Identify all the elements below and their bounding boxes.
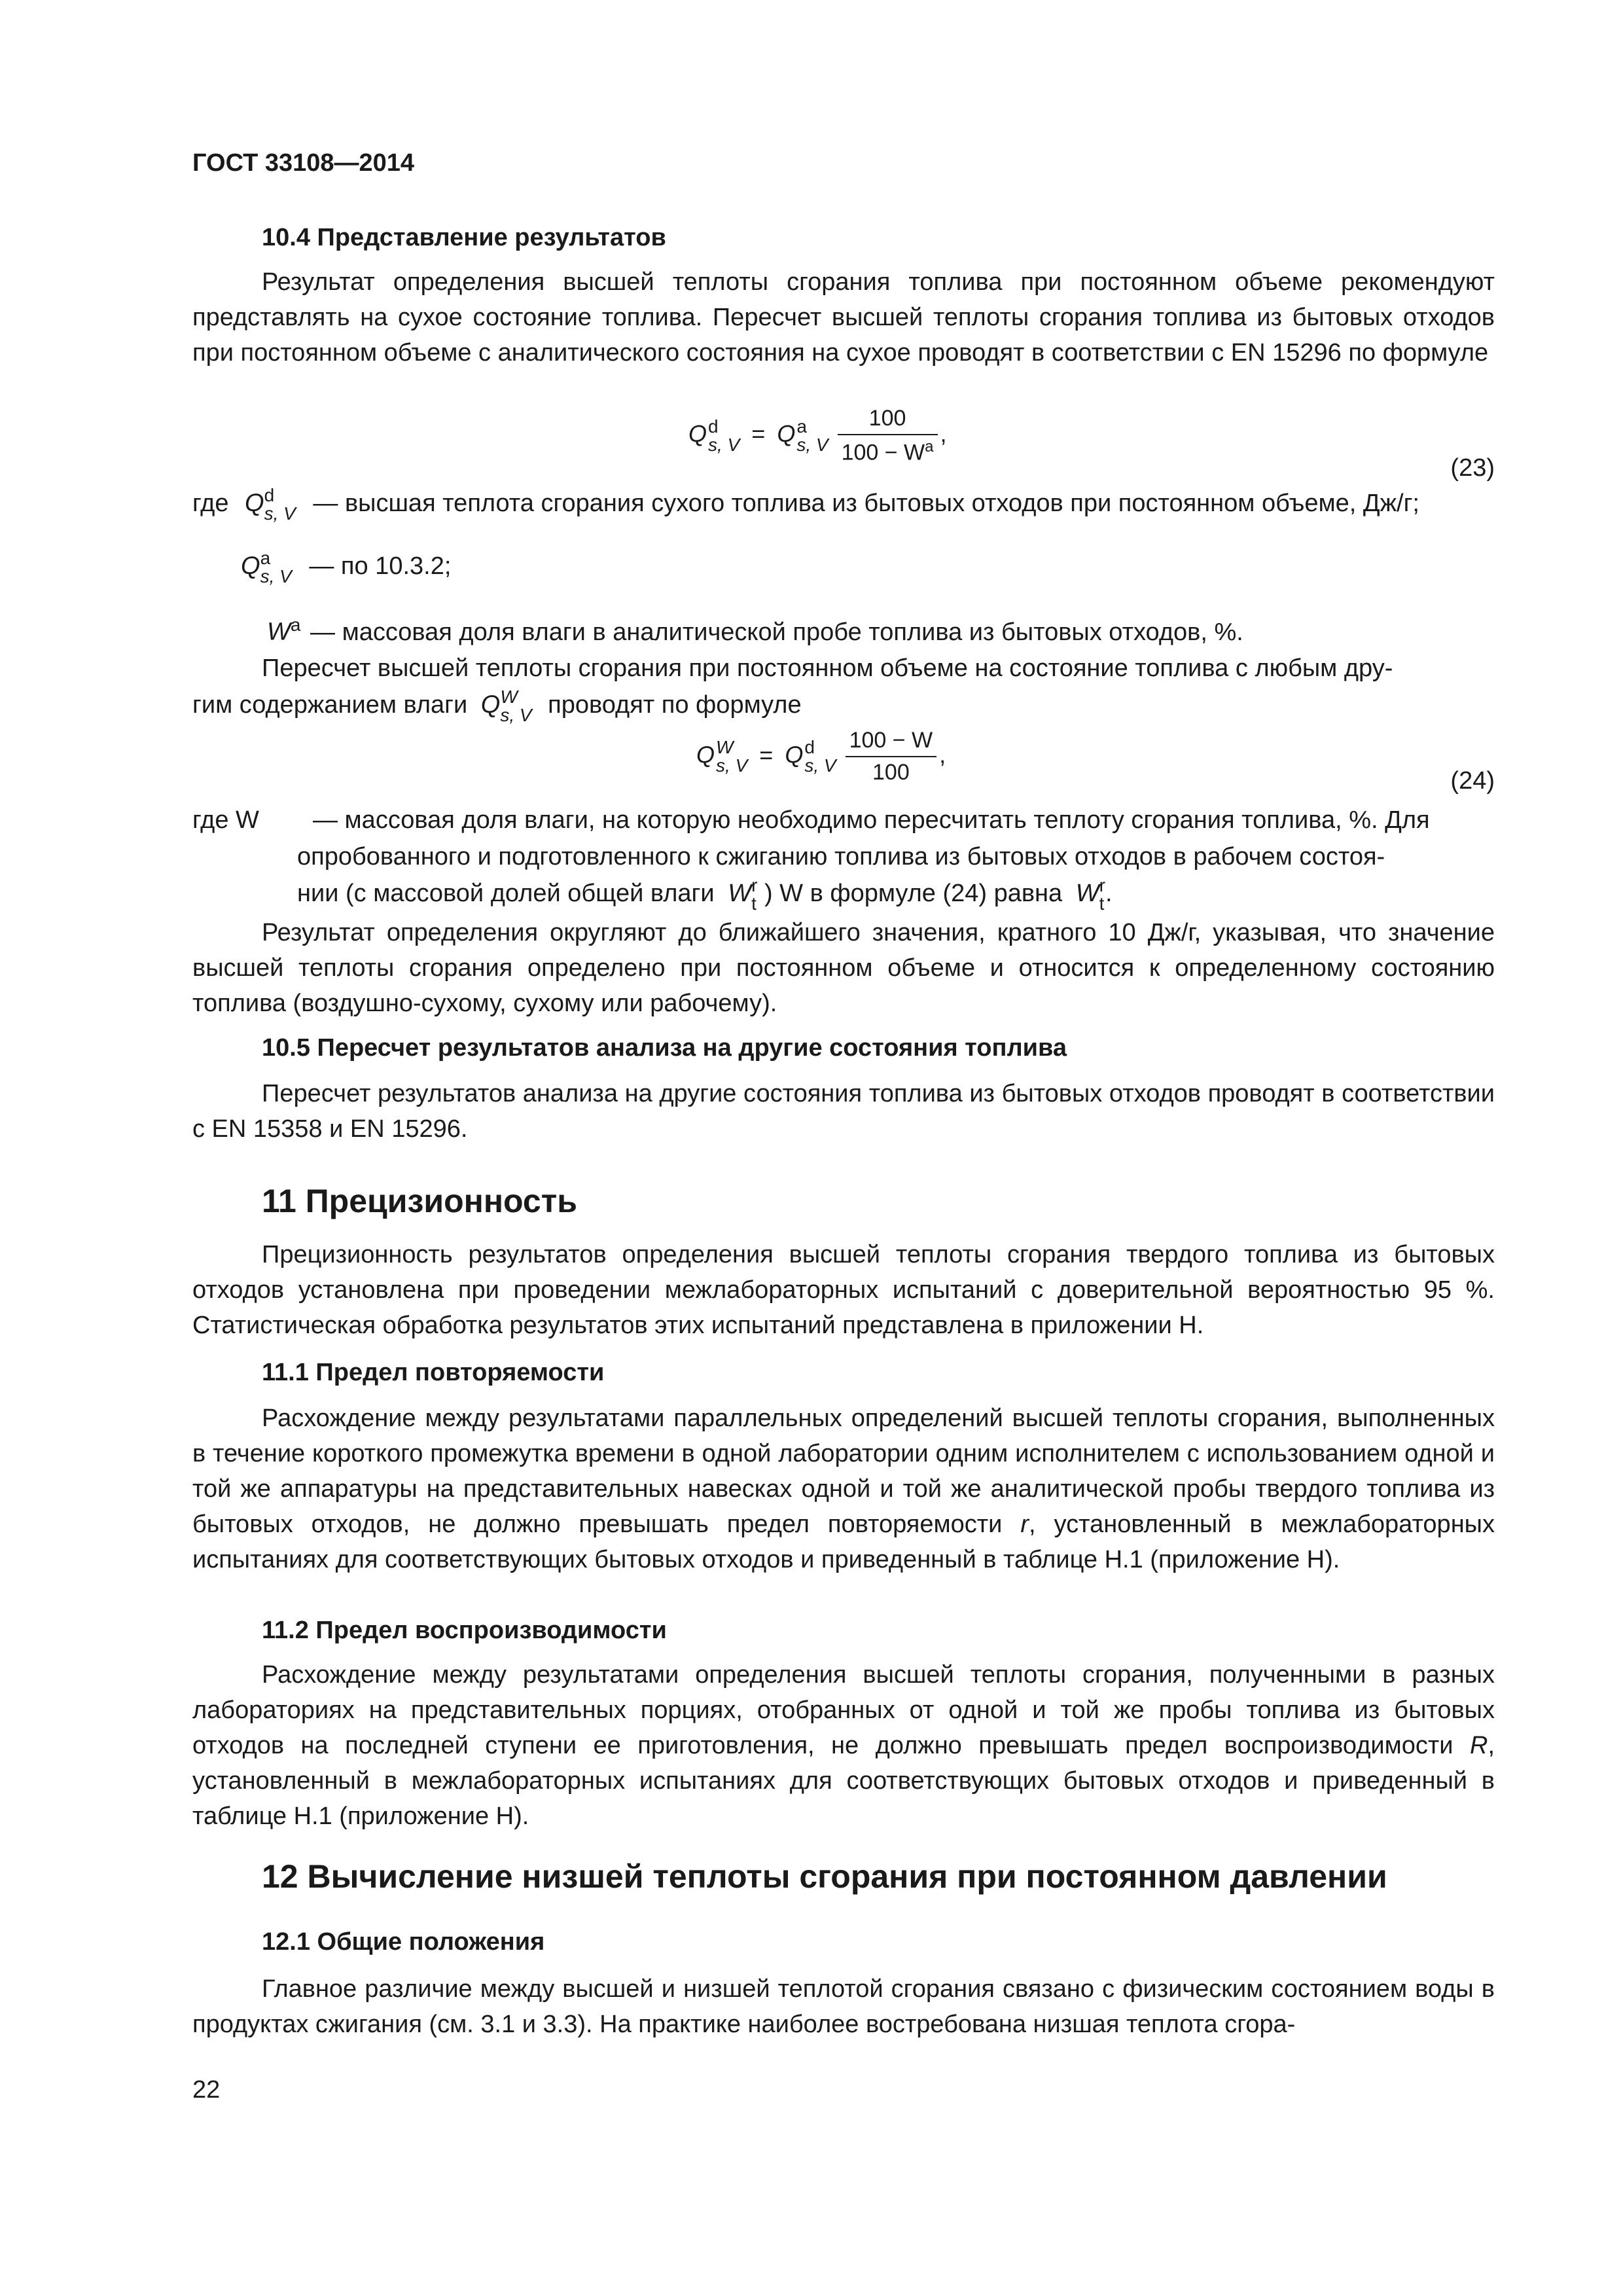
definition-w-line-2: опробованного и подготовленного к сжиганию топлива из бытовых отходов в рабочем состоя- [297,843,1385,870]
section-10-4-paragraph-2-line-2: гим содержанием влаги Q W s, V проводят по формуле [192,686,802,725]
section-10-5-paragraph: Пересчет результатов анализа на другие состояния топлива из бытовых отходов проводят в соответствии с EN 15358 и EN 15296. [192,1080,1495,1143]
definition-w-line-1: — массовая доля влаги, на которую необходимо пересчитать теплоту сгорания топлива, %. Для [313,806,1430,834]
section-10-5-title: 10.5 Пересчет результатов анализа на другие состояния топлива [262,1034,1067,1062]
section-11-1-paragraph: Расхождение между результатами параллельных определений высшей теплоты сгорания, выполненных в течение короткого промежутка времени в одной лаборатории одним исполнителем с использованием одной и той же аппаратуры на представительных навесках одной и той же аналитической пробы твердого топлива из бытовых отходов, не должно превышать предел повторяемости r, установленный в межлабораторных испытаниях для соответствующих бытовых отходов и приведенный в таблице Н.1 (приложение Н). [192,1405,1495,1573]
definition-qd: где Q d s, V — высшая теплота сгорания сухого топлива из бытовых отходов при постоянном объеме, Дж/г; [192,484,1419,524]
section-11-title: 11 Прецизионность [262,1183,577,1219]
equation-23-number: (23) [1450,454,1495,482]
document-header: ГОСТ 33108—2014 [192,149,415,177]
section-11-2-paragraph: Расхождение между результатами определения высшей теплоты сгорания, полученными в разных лабораториях на представительных порциях, отобранных от одной и той же пробы топлива из бытовых отходов на последней ступени ее приготовления, не должно превышать предел воспроизводимости R, установленный в межлабораторных испытаниях для соответствующих бытовых отходов и приведенный в таблице Н.1 (приложение Н). [192,1661,1495,1830]
section-10-4-paragraph-3: Результат определения округляют до ближайшего значения, кратного 10 Дж/г, указывая, что значение высшей теплоты сгорания определено при постоянном объеме и относится к определенному состоянию топлива (воздушно-сухому, сухому или рабочему). [192,919,1495,1017]
page-number: 22 [192,2076,221,2104]
formula-24-denominator: 100 [872,760,910,785]
section-10-4-paragraph-1: Результат определения высшей теплоты сгорания топлива при постоянном объеме рекомендуют представлять на сухое состояние топлива. Пересчет высшей теплоты сгорания топлива из бытовых отходов при постоянном объеме с аналитического состояния на сухое проводят в соответствии с EN 15296 по формуле [192,268,1495,367]
formula-24: Q W s, V = Q d s, V $\frac{100 - W}{100}$ , [696,728,946,785]
definition-wa: $W^a$ — массовая доля влаги в аналитической пробе топлива из бытовых отходов, %. [267,615,1243,646]
section-12-1-paragraph: Главное различие между высшей и низшей теплотой сгорания связано с физическим состоянием воды в продуктах сжигания (см. 3.1 и 3.3). На практике наиболее востребована низшая теплота сгора- [192,1975,1495,2038]
formula-23: Q d s, V = Q a s, V $\frac{100}{100 - W^a}$ , [688,406,947,465]
section-11-2-title: 11.2 Предел воспроизводимости [262,1617,667,1644]
section-12-1-title: 12.1 Общие положения [262,1928,545,1956]
equation-24-number: (24) [1450,767,1495,795]
formula-23-denominator: 100 − W [841,440,925,465]
definition-w-line-3: нии (с массовой долей общей влаги W r t ) W в формуле (24) равна W r t . [297,874,1113,914]
definition-w-lead: где W [192,806,259,834]
section-10-4-paragraph-2-line-1: Пересчет высшей теплоты сгорания при постоянном объеме на состояние топлива с любым дру- [262,655,1393,682]
definition-qa: Q a s, V — по 10.3.2; [241,547,452,586]
section-11-paragraph: Прецизионность результатов определения высшей теплоты сгорания твердого топлива из бытовых отходов установлена при проведении межлабораторных испытаний с доверительной вероятностью 95 %. Статистическая обработка результатов этих испытаний представлена в приложении Н. [192,1241,1495,1339]
section-10-4-title: 10.4 Представление результатов [262,224,666,251]
formula-24-numerator: 100 − W [846,728,937,757]
section-11-1-title: 11.1 Предел повторяемости [262,1359,605,1386]
section-12-title: 12 Вычисление низшей теплоты сгорания при постоянном давлении [262,1858,1387,1895]
formula-23-numerator: 100 [838,406,938,435]
